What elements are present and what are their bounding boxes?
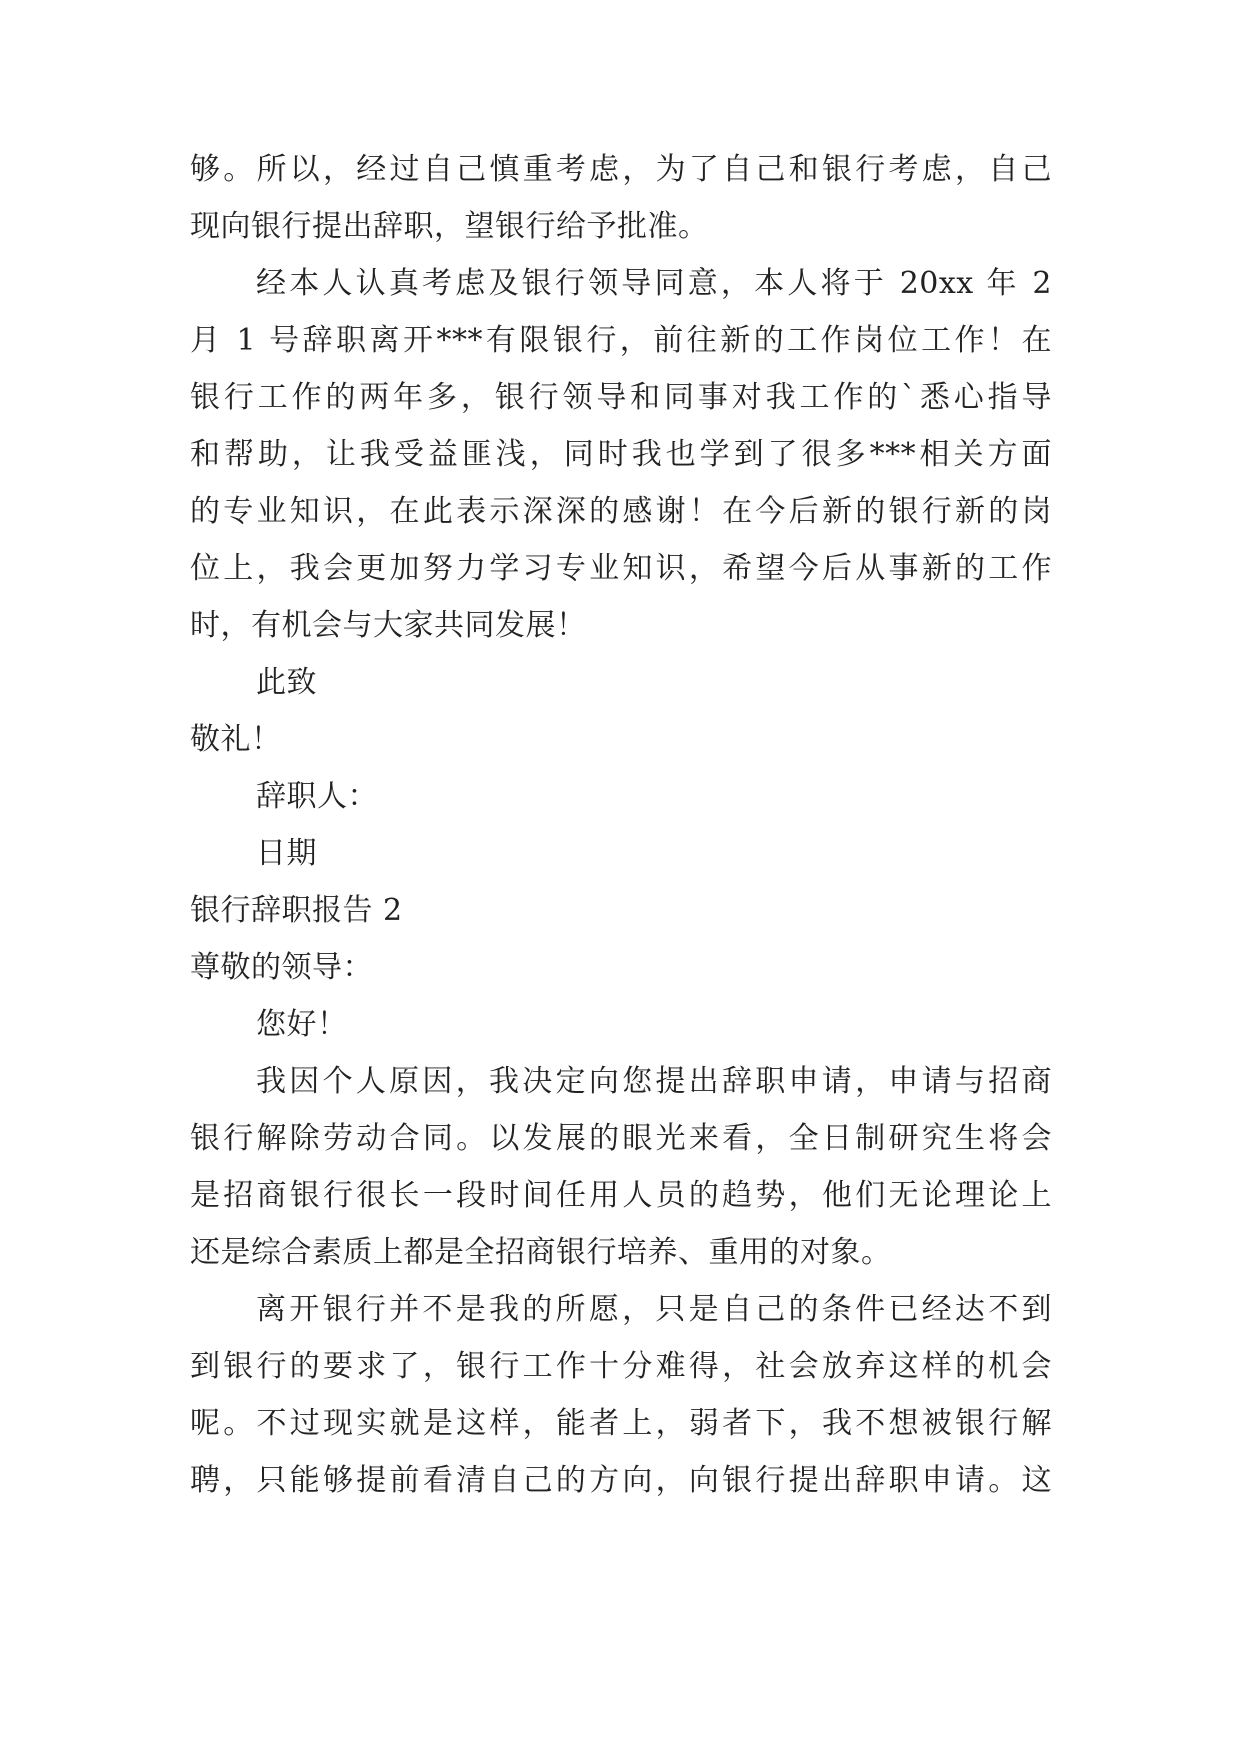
paragraph-line: 和帮助，让我受益匪浅，同时我也学到了很多***相关方面 — [190, 437, 1052, 472]
paragraph-line: 时，有机会与大家共同发展！ — [190, 608, 587, 643]
closing-salutation: 敬礼！ — [190, 722, 282, 757]
paragraph-line: 呢。不过现实就是这样，能者上，弱者下，我不想被银行解 — [190, 1406, 1052, 1441]
paragraph-line: 银行解除劳动合同。以发展的眼光来看，全日制研究生将会 — [190, 1121, 1052, 1156]
paragraph-line: 我因个人原因，我决定向您提出辞职申请，申请与招商 — [256, 1064, 1052, 1099]
paragraph-line: 银行工作的两年多，银行领导和同事对我工作的`悉心指导 — [190, 380, 1052, 415]
paragraph-line: 月 1 号辞职离开***有限银行，前往新的工作岗位工作！在 — [190, 323, 1052, 358]
paragraph-line: 聘，只能够提前看清自己的方向，向银行提出辞职申请。这 — [190, 1463, 1052, 1498]
paragraph-line: 离开银行并不是我的所愿，只是自己的条件已经达不到 — [256, 1292, 1052, 1327]
greeting: 您好！ — [256, 1007, 348, 1042]
closing-line: 此致 — [256, 665, 317, 700]
paragraph-line: 还是综合素质上都是全招商银行培养、重用的对象。 — [190, 1235, 892, 1270]
signature-label: 辞职人： — [256, 779, 378, 814]
paragraph-line: 经本人认真考虑及银行领导同意，本人将于 20xx 年 2 — [256, 266, 1052, 301]
paragraph-line: 够。所以，经过自己慎重考虑，为了自己和银行考虑，自己 — [190, 152, 1052, 187]
paragraph-line: 到银行的要求了，银行工作十分难得，社会放弃这样的机会 — [190, 1349, 1052, 1384]
section-title: 银行辞职报告 2 — [190, 893, 403, 928]
paragraph-line: 的专业知识，在此表示深深的感谢！在今后新的银行新的岗 — [190, 494, 1052, 529]
paragraph-line: 是招商银行很长一段时间任用人员的趋势，他们无论理论上 — [190, 1178, 1052, 1213]
date-label: 日期 — [256, 836, 317, 871]
paragraph-line: 位上，我会更加努力学习专业知识，希望今后从事新的工作 — [190, 551, 1052, 586]
paragraph-line: 现向银行提出辞职，望银行给予批准。 — [190, 209, 709, 244]
salutation: 尊敬的领导： — [190, 950, 373, 985]
